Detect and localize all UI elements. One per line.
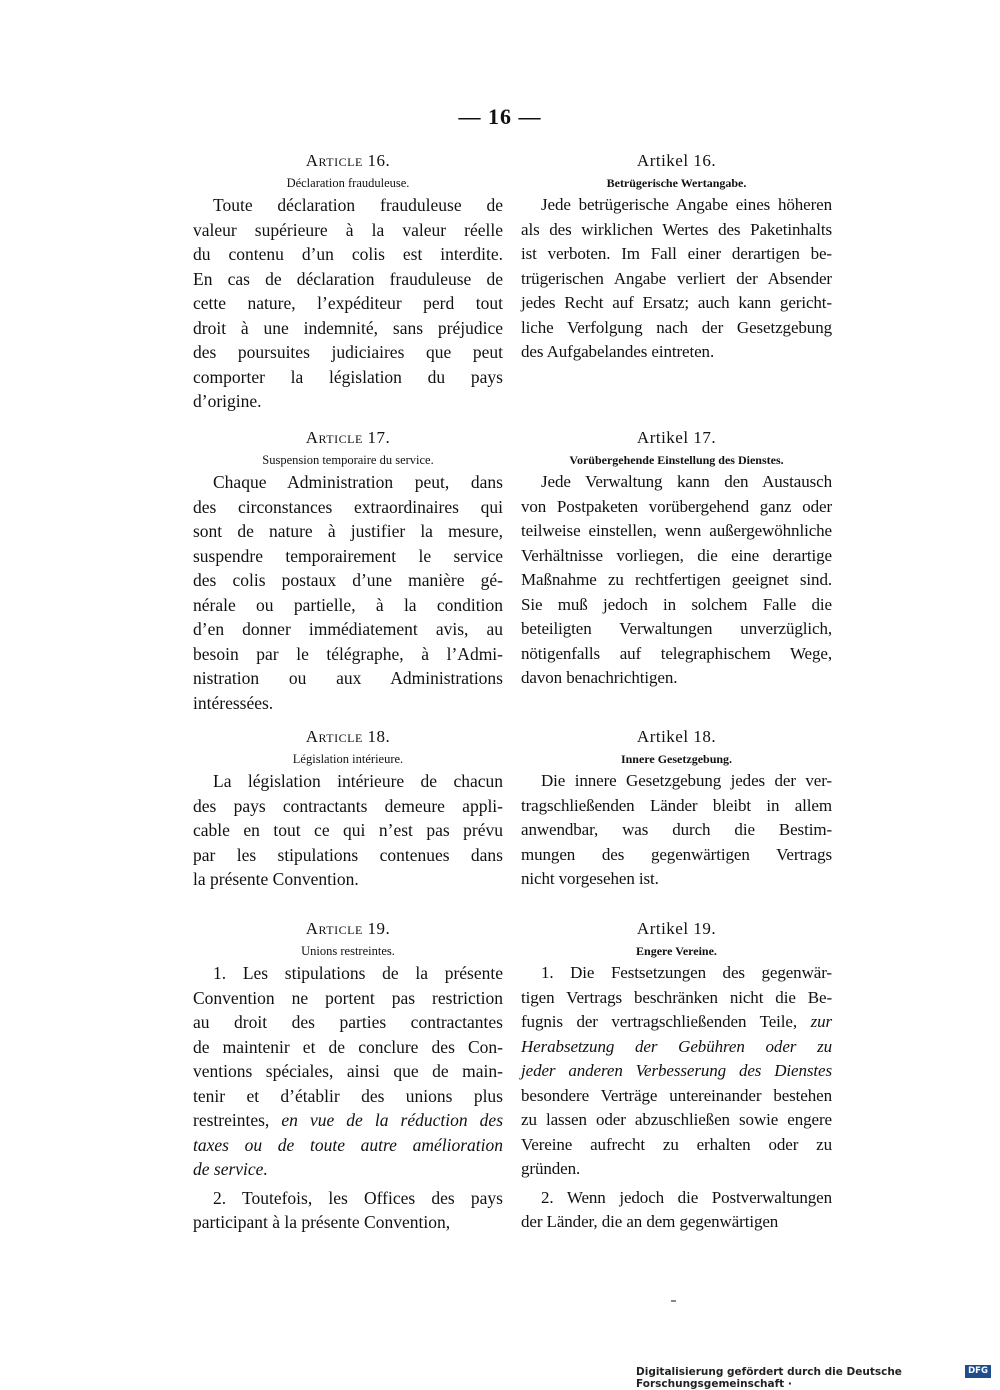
text-line: Jede Verwaltung kann den Austausch: [541, 472, 832, 491]
text-line: besondere Verträge untereinander bestehen: [521, 1085, 832, 1105]
article-subtitle: Engere Vereine.: [636, 944, 717, 958]
text-line: des poursuites judiciaires que peut: [193, 342, 503, 362]
text-line: teilweise einstellen, wenn außergewöhnliche: [521, 521, 832, 540]
de-article-17: [521, 425, 832, 691]
text-line: Sie muß jedoch in solchem Falle die: [521, 594, 832, 614]
text-line: Maßnahme zu rechtfertigen geeignet sind.: [521, 570, 832, 589]
article-subtitle: Innere Gesetzgebung.: [620, 752, 733, 766]
text-line: liche Verfolgung nach der Gesetzgebung: [521, 317, 832, 337]
text-line: Die innere Gesetzgebung jedes der ver-: [541, 771, 832, 790]
text-line: 2. Toutefois, les Offices des pays: [213, 1187, 503, 1208]
text-line: von Postpaketen vorübergehend ganz oder: [521, 496, 832, 516]
de-article-16: [521, 148, 832, 365]
text-line: valeur supérieure à la valeur réelle: [193, 219, 503, 240]
page-number: — 16 —: [458, 104, 542, 129]
text-line: Chaque Administration peut, dans: [213, 472, 503, 492]
article-title: Artikel 16.: [636, 151, 717, 170]
fr-article-18: [193, 724, 503, 892]
text-line: des circonstances extraordinaires qui: [193, 496, 503, 517]
article-text: [193, 193, 503, 414]
text-line: taxes ou de toute autre amélioration: [193, 1134, 503, 1155]
de-article-18: [521, 724, 832, 892]
article-text: [193, 470, 503, 715]
text-line: Verhältnisse vorliegen, die eine derartige: [521, 545, 832, 565]
text-line: par les stipulations contenues dans: [193, 844, 503, 865]
article-text: [521, 470, 832, 691]
text-line: la présente Convention.: [193, 869, 359, 889]
article-text: [521, 961, 832, 1235]
text-line: besoin par le télégraphe, à l’Admi-: [193, 643, 503, 664]
article-title: Article 18.: [305, 727, 391, 746]
text-line: droit à une indemnité, sans préjudice: [193, 317, 503, 338]
text-line: Toute déclaration frauduleuse de: [213, 195, 503, 215]
text-line: cable en tout ce qui n’est pas prévu: [193, 820, 503, 840]
fr-article-17: [193, 425, 503, 715]
text-line: d’origine.: [193, 391, 262, 411]
text-line: nérale ou partielle, à la condition: [193, 594, 503, 615]
text-line: intéressées.: [193, 692, 274, 713]
text-line: de service.: [193, 1159, 268, 1179]
text-line: 2. Wenn jedoch die Postverwaltungen: [541, 1187, 832, 1207]
article-text: [193, 769, 503, 892]
article-text: [193, 961, 503, 1235]
text-line: tigen Vertrags beschränken nicht die Be-: [521, 987, 832, 1007]
text-line: 1. Les stipulations de la présente: [213, 963, 503, 983]
text-line: au droit des parties contractantes: [193, 1012, 503, 1032]
fr-article-19: [193, 916, 503, 1235]
text-line: En cas de déclaration frauduleuse de: [193, 268, 503, 289]
article-subtitle: Vorübergehende Einstellung des Dienstes.: [569, 453, 784, 467]
article-subtitle: Betrügerische Wertangabe.: [606, 176, 747, 190]
text-line: des pays contractants demeure appli-: [193, 795, 503, 816]
text-line: beteiligten Verwaltungen unverzüglich,: [521, 619, 832, 638]
text-line: davon benachrichtigen.: [521, 668, 678, 687]
text-line: des colis postaux d’une manière gé-: [193, 570, 503, 590]
digitization-credit: Digitalisierung gefördert durch die Deutsche Forschungsgemeinschaft ·: [636, 1366, 902, 1390]
text-line: jeder anderen Verbesserung des Dienstes: [521, 1061, 832, 1080]
scan-speck: [671, 1300, 676, 1302]
article-subtitle: Déclaration frauduleuse.: [286, 176, 410, 190]
text-line: cette nature, l’expéditeur perd tout: [193, 293, 503, 313]
article-title: Article 17.: [305, 428, 391, 447]
text-line: zu lassen oder abzuschließen sowie engere: [521, 1110, 832, 1129]
text-line: participant à la présente Convention,: [193, 1212, 451, 1232]
article-title: Article 16.: [305, 151, 391, 170]
article-title: Artikel 19.: [636, 919, 717, 938]
text-line: nicht vorgesehen ist.: [521, 869, 659, 888]
text-line: fugnis der vertragschließenden Teile, zur: [521, 1012, 832, 1031]
article-text: [521, 193, 832, 365]
text-line: mungen des gegenwärtigen Vertrags: [521, 844, 832, 864]
text-line: Vereine aufrecht zu erhalten oder zu: [521, 1134, 832, 1154]
de-article-19: [521, 916, 832, 1235]
article-subtitle: Unions restreintes.: [301, 944, 395, 958]
text-line: La législation intérieure de chacun: [213, 771, 503, 791]
text-line: 1. Die Festsetzungen des gegenwär-: [541, 963, 832, 982]
text-line: anwendbar, was durch die Bestim-: [521, 820, 832, 839]
article-title: Artikel 17.: [636, 428, 717, 447]
text-line: restreintes, en vue de la réduction des: [193, 1110, 503, 1130]
text-line: de maintenir et de conclure des Con-: [193, 1036, 503, 1057]
article-subtitle: Législation intérieure.: [292, 752, 404, 766]
text-line: des Aufgabelandes eintreten.: [521, 342, 715, 361]
text-line: gründen.: [521, 1159, 581, 1178]
text-line: suspendre temporairement le service: [193, 545, 503, 566]
text-line: ist verboten. Im Fall einer derartigen be-: [521, 244, 832, 263]
text-line: jedes Recht auf Ersatz; auch kann gericht-: [521, 293, 832, 312]
text-line: du contenu d’un colis est interdite.: [193, 244, 503, 264]
text-line: der Länder, die an dem gegenwärtigen: [521, 1212, 779, 1231]
text-line: tragschließenden Länder bleibt in allem: [521, 795, 832, 815]
text-line: als des wirklichen Wertes des Paketinhalts: [521, 219, 832, 239]
dfg-logo: DFG: [965, 1365, 991, 1378]
text-line: comporter la législation du pays: [193, 366, 503, 387]
text-line: nötigenfalls auf telegraphischem Wege,: [521, 643, 832, 663]
text-line: nistration ou aux Administrations: [193, 668, 503, 688]
article-title: Article 19.: [305, 919, 391, 938]
text-line: Jede betrügerische Angabe eines höheren: [541, 195, 832, 214]
text-line: Convention ne portent pas restriction: [193, 987, 503, 1008]
text-line: trügerischen Angabe verliert der Absender: [521, 268, 832, 288]
fr-article-16: [193, 148, 503, 414]
article-title: Artikel 18.: [636, 727, 717, 746]
text-line: tenir et d’établir des unions plus: [193, 1085, 503, 1106]
text-line: Herabsetzung der Gebühren oder zu: [521, 1036, 832, 1056]
article-text: [521, 769, 832, 892]
article-subtitle: Suspension temporaire du service.: [262, 453, 434, 467]
text-line: sont de nature à justifier la mesure,: [193, 521, 503, 541]
text-line: ventions spéciales, ainsi que de main-: [193, 1061, 503, 1081]
text-line: d’en donner immédiatement avis, au: [193, 619, 503, 639]
